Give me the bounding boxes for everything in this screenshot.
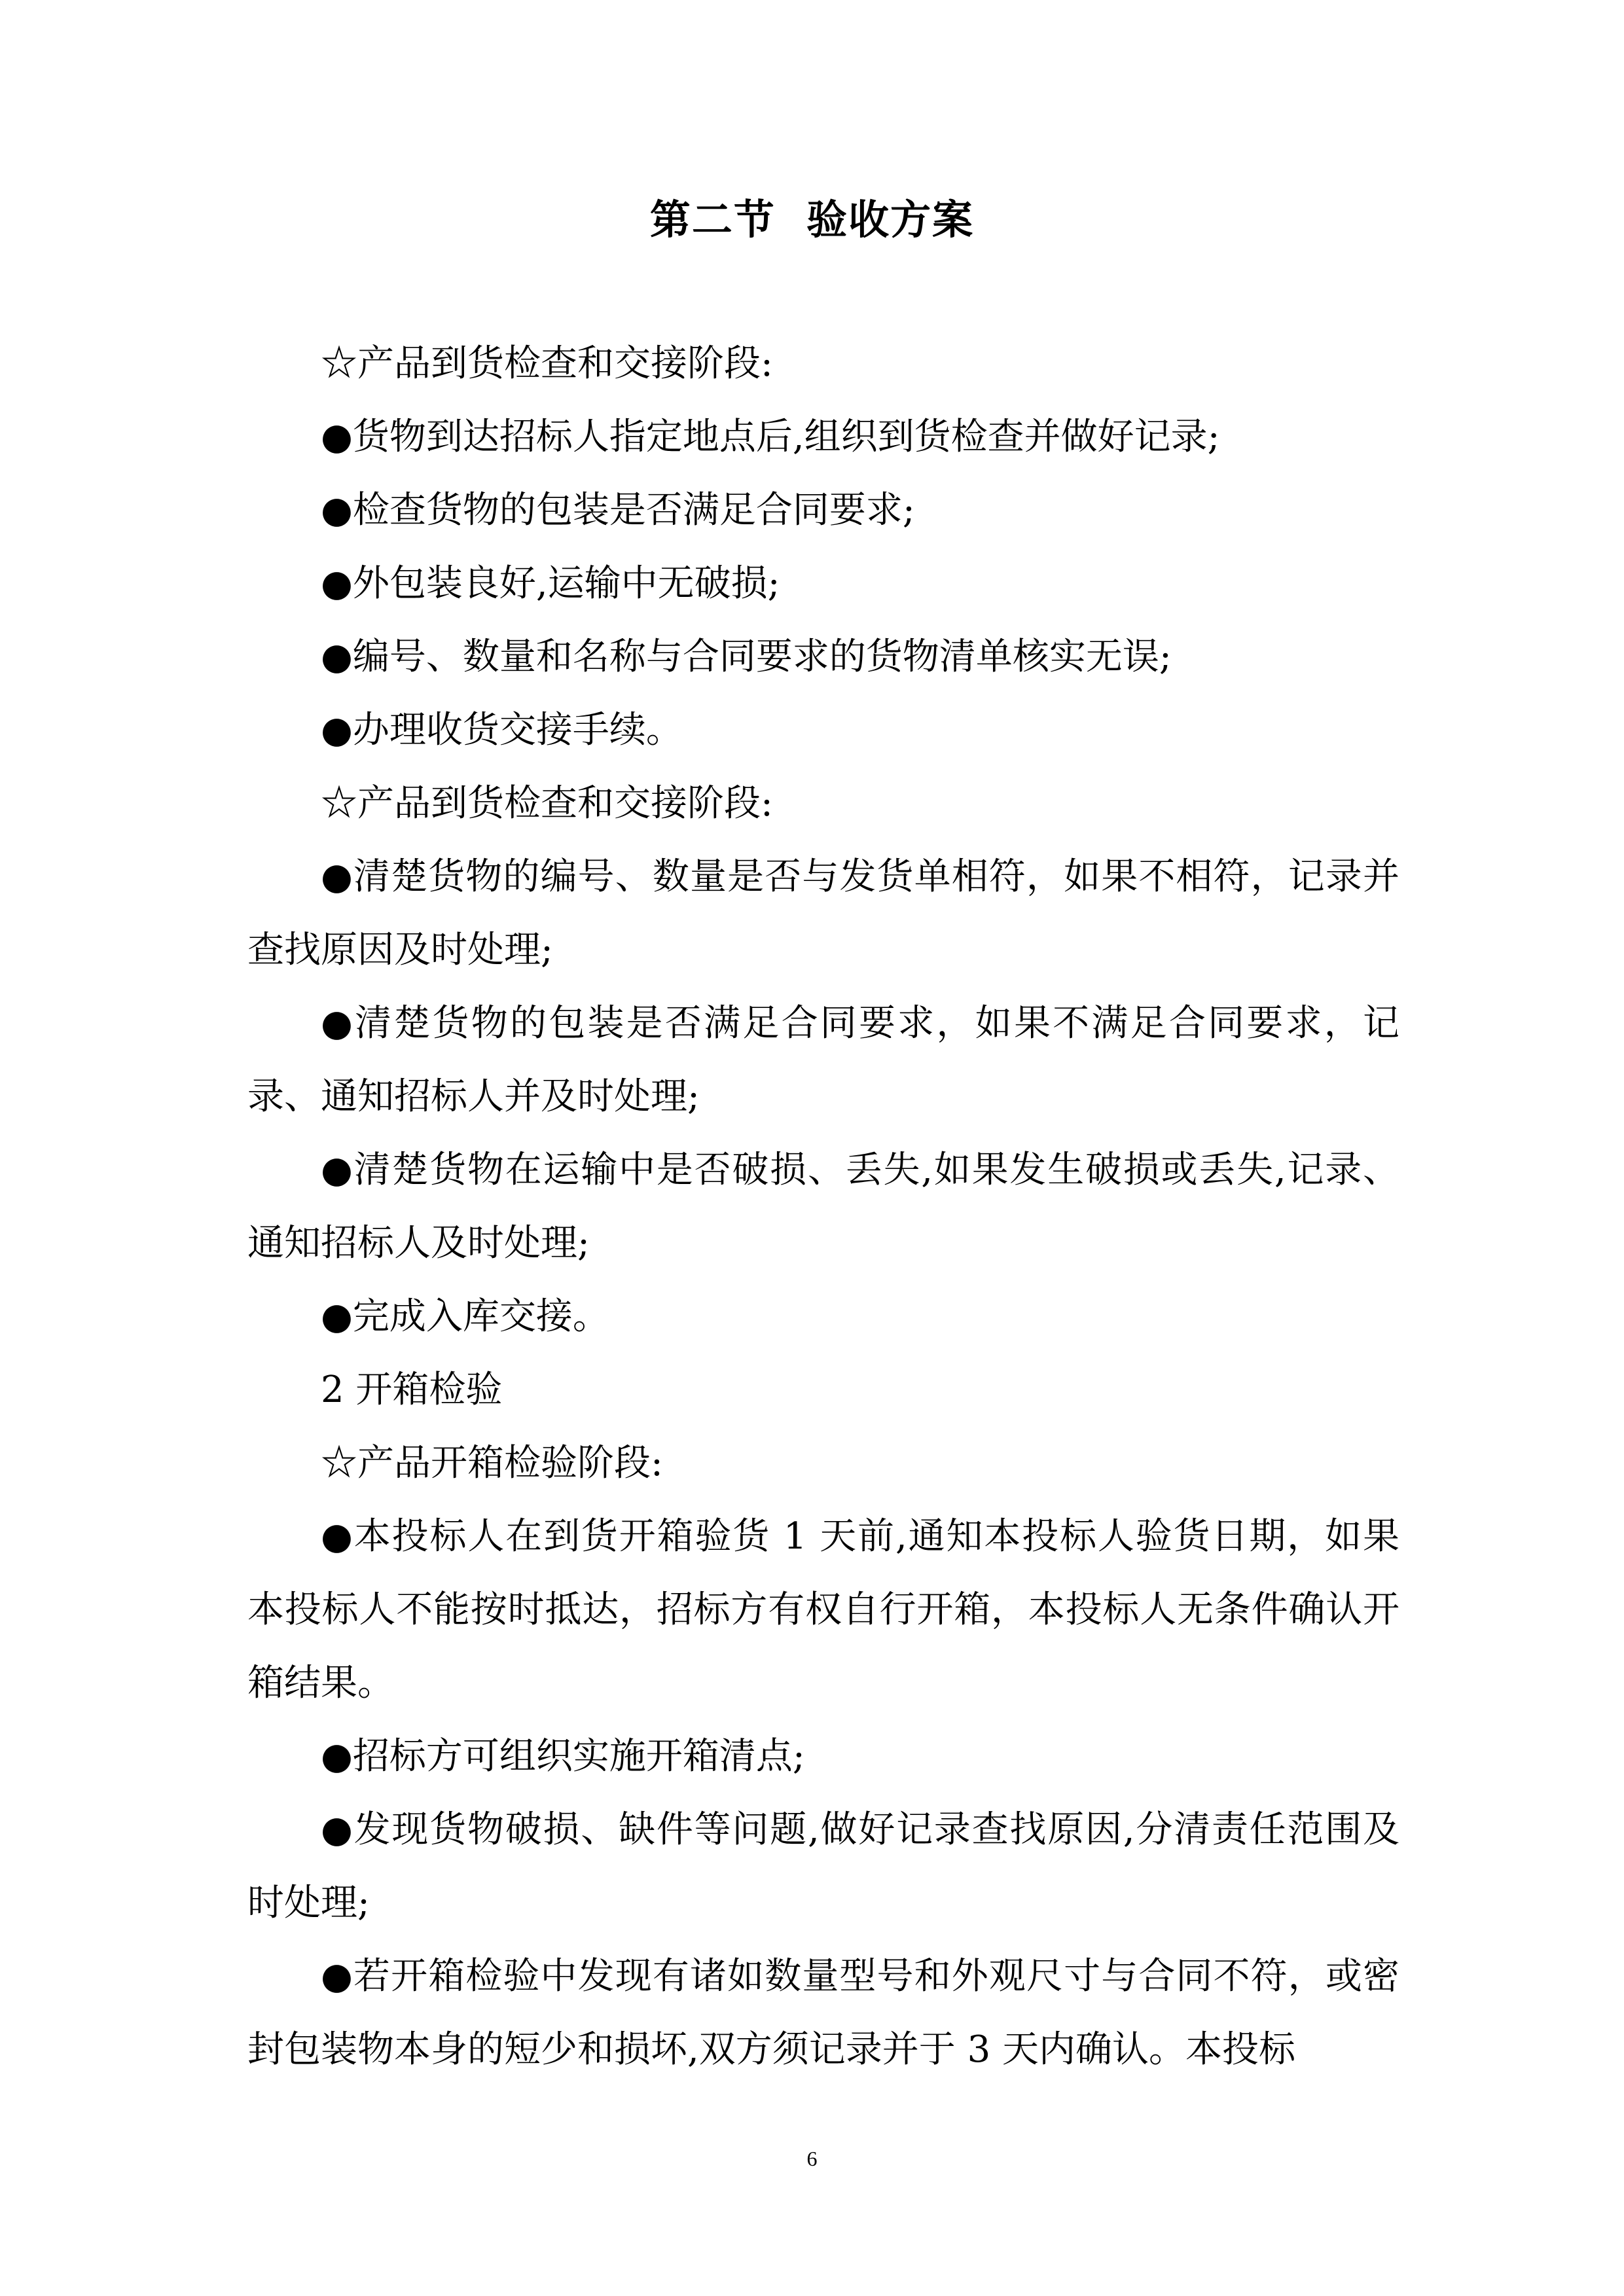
paragraph: ☆产品到货检查和交接阶段: [321,342,773,385]
paragraph: ●外包装良好,运输中无破损; [321,562,780,605]
paragraph: ●发现货物破损、缺件等问题,做好记录查找原因,分清责任范围及时处理; [247,1808,1399,1924]
paragraph: ☆产品开箱检验阶段: [321,1442,663,1484]
paragraph: ●招标方可组织实施开箱清点; [321,1735,805,1778]
body-text [247,327,1399,2087]
paragraph: ●清楚货物在运输中是否破损、丢失,如果发生破损或丢失,记录、通知招标人及时处理; [247,1149,1399,1265]
paragraph: ●办理收货交接手续。 [321,709,683,751]
paragraph: ●本投标人在到货开箱验货 1 天前,通知本投标人验货日期，如果本投标人不能按时抵达，招标方有权自行开箱，本投标人无条件确认开箱结果。 [247,1515,1399,1704]
paragraph: ●若开箱检验中发现有诸如数量型号和外观尺寸与合同不符，或密封包装物本身的短少和损坏,双方须记录并于 3 天内确认。本投标 [247,1955,1399,2071]
paragraph: 2 开箱检验 [321,1369,503,1411]
paragraph: ☆产品到货检查和交接阶段: [321,782,773,825]
paragraph: ●货物到达招标人指定地点后,组织到货检查并做好记录; [321,416,1220,458]
paragraph: ●清楚货物的包装是否满足合同要求，如果不满足合同要求，记录、通知招标人并及时处理; [247,1002,1399,1118]
paragraph: ●检查货物的包装是否满足合同要求; [321,489,915,531]
paragraph: ●编号、数量和名称与合同要求的货物清单核实无误; [321,636,1172,678]
page-number: 6 [806,2147,818,2170]
page-title: 第二节 验收方案 [649,196,975,243]
paragraph: ●清楚货物的编号、数量是否与发货单相符，如果不相符，记录并查找原因及时处理; [247,855,1399,971]
paragraph: ●完成入库交接。 [321,1295,609,1338]
